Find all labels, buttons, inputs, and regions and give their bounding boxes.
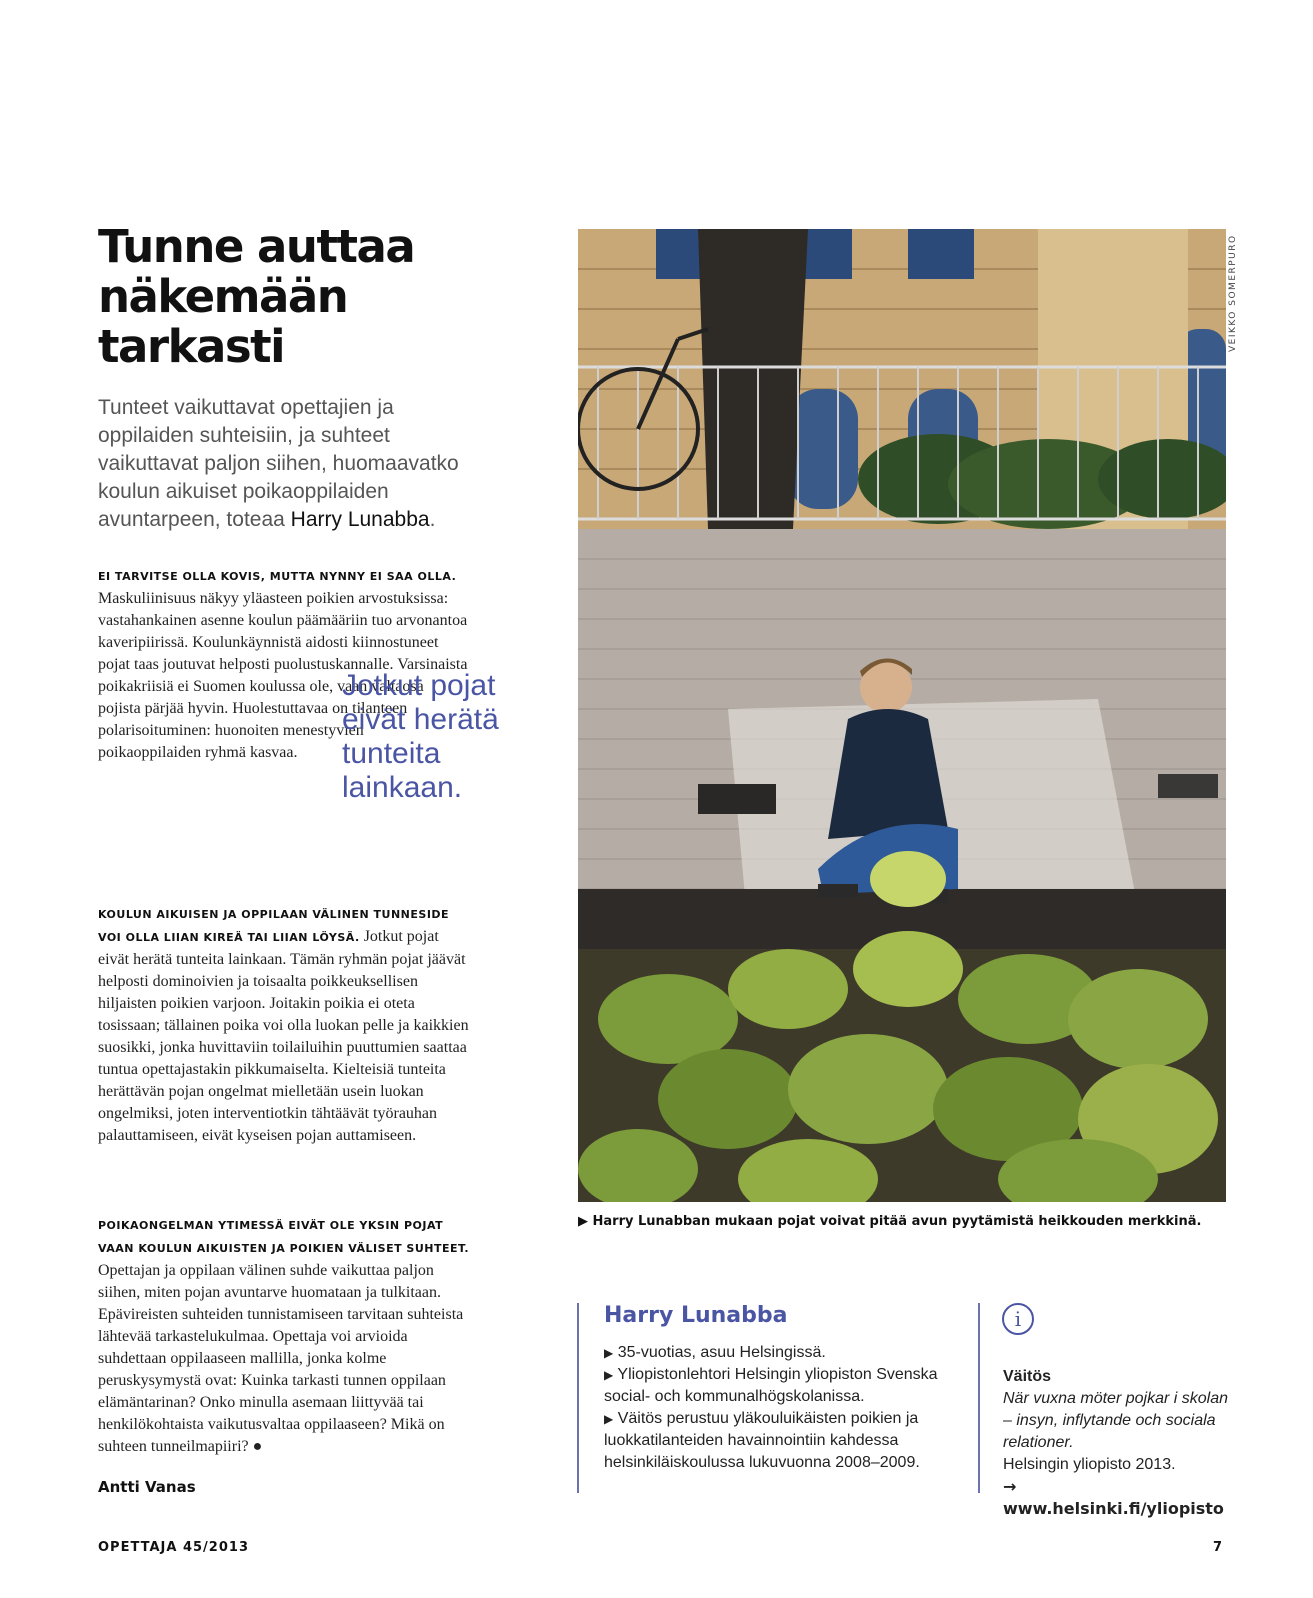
thesis-link[interactable]: → www.helsinki.fi/yliopisto bbox=[1003, 1477, 1224, 1518]
body-section-3 bbox=[98, 1214, 470, 1458]
lede-name: Harry Lunabba bbox=[290, 508, 430, 531]
photo-caption: ▶ Harry Lunabban mukaan pojat voivat pitää avun pyytämistä heikkouden merkkinä. bbox=[578, 1214, 1202, 1229]
section-1-lead: EI TARVITSE OLLA KOVIS, MUTTA NYNNY EI SAA OLLA. bbox=[98, 570, 457, 583]
publication-folio: OPETTAJA 45/2013 bbox=[98, 1540, 249, 1555]
factbox-item: ▶ 35-vuotias, asuu Helsingissä. bbox=[604, 1344, 826, 1361]
factbox-name: Harry Lunabba bbox=[604, 1303, 788, 1328]
article-title: Tunne auttaa näkemään tarkasti bbox=[98, 220, 415, 373]
byline: Antti Vanas bbox=[98, 1478, 196, 1496]
article-photo bbox=[578, 229, 1226, 1202]
section-3-text: Opettajan ja oppilaan välinen suhde vaikuttaa paljon siihen, miten pojan avuntarve huomataan ja tulkitaan. Epävireisten suhteiden tunnistamiseen tarvitaan suhteista lähtevää tarkastelukulmaa. Opettaja voi arvioida suhdettaan oppilaaseen mallilla, jonka kolme peruskysymystä ovat: Kuinka tarkasti tunnen oppilaan elämäntarinan? Onko minulla asemaan liittyvää tai henkilökohtaista vaikutusvaltaa oppilaaseen? Mikä on suhteen tunneilmapiiri? ● bbox=[98, 1262, 464, 1455]
bullet-icon: ▶ bbox=[604, 1412, 614, 1426]
factbox-list bbox=[604, 1342, 959, 1474]
thesis-publisher: Helsingin yliopisto 2013. bbox=[1003, 1456, 1176, 1473]
thesis-info bbox=[1003, 1366, 1235, 1520]
photo-credit: VEIKKO SOMERPURO bbox=[1228, 234, 1238, 352]
section-1-text: Maskuliinisuus näkyy yläasteen poikien arvostuksissa: vastahankainen asenne koulun päämääriin tuo arvonantoa kaveripiirissä. Koulunkäynnistä aidosti kiinnostuneet pojat taas joutuvat helposti puolustuskannalle. Varsinaista poikakriisiä ei Suomen koulussa ole, vaan valtaosa pojista pärjää hyvin. Huolestuttavaa on tilanteen polarisoituminen: huonoiten menestyvien poikaoppilaiden ryhmä kasvaa. bbox=[98, 590, 468, 761]
factbox-item: ▶ Väitös perustuu yläkouluikäisten poikien ja luokkatilanteiden havainnointiin kahdessa helsinkiläiskoulussa lukuvuonna 2008–2009. bbox=[604, 1410, 920, 1471]
body-section-2 bbox=[98, 903, 470, 1147]
lede-text: Tunteet vaikuttavat opettajien ja oppilaiden suhteisiin, ja suhteet vaikuttavat paljon siihen, huomaavatko koulun aikuiset poikaoppilaiden avuntarpeen, toteaa bbox=[98, 396, 459, 531]
photo-illustration bbox=[578, 229, 1226, 1202]
factbox-divider-right bbox=[978, 1303, 980, 1493]
info-icon: i bbox=[1002, 1303, 1034, 1335]
bullet-icon: ▶ bbox=[604, 1368, 614, 1382]
section-2-lead: KOULUN AIKUISEN JA OPPILAAN VÄLINEN TUNNESIDE VOI OLLA LIIAN KIREÄ TAI LIIAN LÖYSÄ. bbox=[98, 908, 450, 944]
pull-quote: Jotkut pojat eivät herätä tunteita lainkaan. bbox=[342, 669, 499, 804]
article-lede bbox=[98, 394, 478, 534]
thesis-label: Väitös bbox=[1003, 1368, 1052, 1385]
page-number: 7 bbox=[1213, 1540, 1223, 1555]
section-3-lead: POIKAONGELMAN YTIMESSÄ EIVÄT OLE YKSIN POJAT VAAN KOULUN AIKUISTEN JA POIKIEN VÄLISET SUHTEET. bbox=[98, 1219, 470, 1255]
factbox-item: ▶ Yliopistonlehtori Helsingin yliopiston Svenska social- och kommunalhögskolanissa. bbox=[604, 1366, 938, 1405]
thesis-title: När vuxna möter pojkar i skolan – insyn, inflytande och sociala relationer. bbox=[1003, 1390, 1228, 1451]
factbox-divider-left bbox=[577, 1303, 579, 1493]
lede-end: . bbox=[429, 508, 436, 531]
section-2-text: Jotkut pojat eivät herätä tunteita lainkaan. Tämän ryhmän pojat jäävät helposti dominoivien ja toisaalta poikkeuksellisen hiljaisten poikien varjoon. Joitakin poikia ei oteta tosissaan; tällainen poika voi olla luokan pelle ja kaikkien suosikki, jonka huvittaviin toilailuihin puuttumien saattaa tuntua opettajastakin pikkumaiselta. Kielteisiä tunteita herättävän pojan ongelmat mielletään usein luokan ongelmiksi, joten interventiotkin tähtäävät työrauhan palauttamiseen, eivät kyseisen pojan auttamiseen. bbox=[98, 928, 469, 1144]
bullet-icon: ▶ bbox=[604, 1346, 614, 1360]
